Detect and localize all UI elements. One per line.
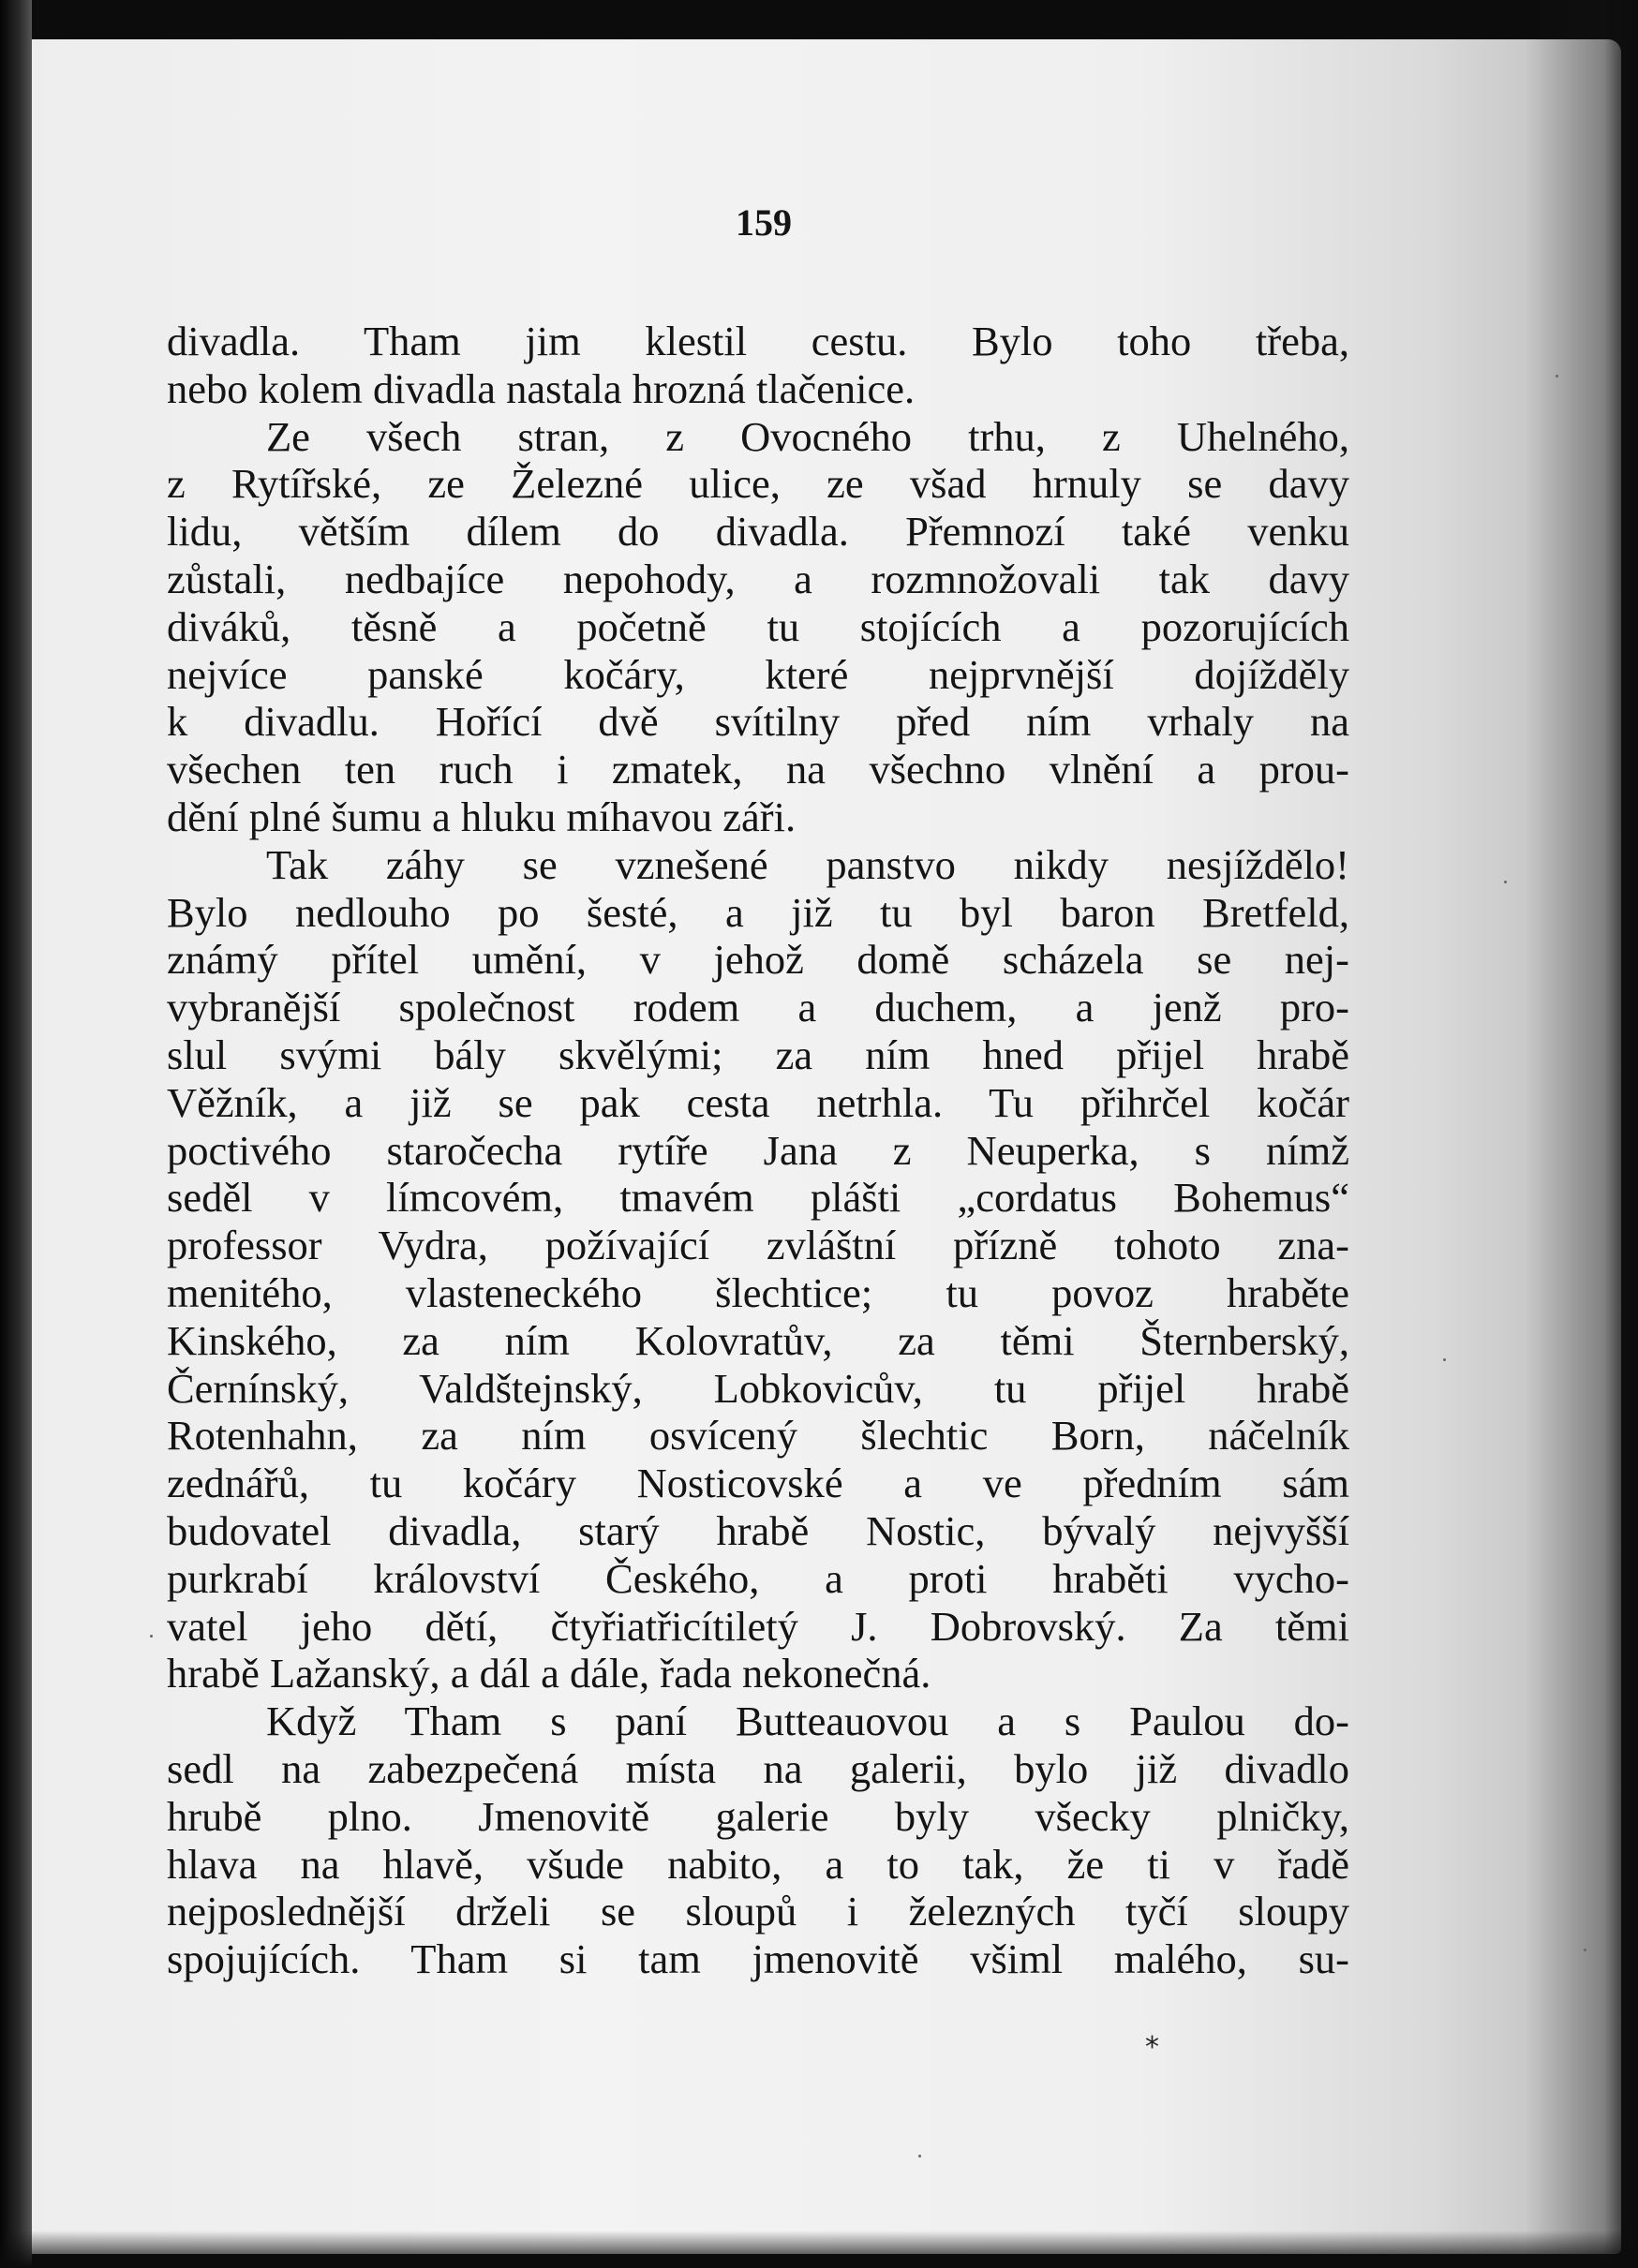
text-line: dění plné šumu a hluku míhavou záři. — [167, 793, 797, 840]
scan-speck — [918, 2155, 921, 2157]
text-line: diváků, těsně a početně tu stojících a pozorujících — [167, 602, 1349, 650]
scan-speck — [1443, 1358, 1446, 1361]
scan-speck — [1504, 881, 1507, 883]
text-line: hrubě plno. Jmenovitě galerie byly všecky plničky, — [167, 1792, 1349, 1840]
text-line: divadla. Tham jim klestil cestu. Bylo toho třeba, — [167, 318, 1349, 364]
text-line: nejvíce panské kočáry, které nejprvnější dojížděly — [167, 650, 1349, 698]
text-line: z Rytířské, ze Železné ulice, ze všad hrnuly se davy — [167, 460, 1349, 508]
text-line: purkrabí království Českého, a proti hraběti vycho- — [167, 1554, 1349, 1602]
text-line: Kinského, za ním Kolovratův, za těmi Šternberský, — [167, 1316, 1349, 1364]
scan-speck — [1584, 1949, 1586, 1951]
footer-asterisk: * — [1145, 2031, 1159, 2064]
text-line: Tak záhy se vznešené panstvo nikdy nesjíždělo! — [266, 840, 1349, 888]
text-line: vatel jeho dětí, čtyřiatřicítiletý J. Dobrovský. Za těmi — [167, 1602, 1349, 1650]
text-line: zednářů, tu kočáry Nosticovské a ve předním sám — [167, 1460, 1349, 1507]
text-line: všechen ten ruch i zmatek, na všechno vlnění a prou- — [167, 746, 1349, 793]
text-line: professor Vydra, požívající zvláštní přízně tohoto zna- — [167, 1222, 1349, 1269]
body-text — [167, 318, 1349, 1983]
text-line: spojujících. Tham si tam jmenovitě všiml malého, su- — [167, 1935, 1349, 1983]
page-number: 159 — [736, 201, 792, 244]
page-edge-shadow — [1526, 0, 1638, 2268]
text-line: seděl v límcovém, tmavém plášti „cordatus Bohemus“ — [167, 1174, 1349, 1222]
text-line: poctivého staročecha rytíře Jana z Neuperka, s nímž — [167, 1126, 1349, 1174]
text-line: zůstali, nedbajíce nepohody, a rozmnožovali tak davy — [167, 555, 1349, 602]
text-line: vybranější společnost rodem a duchem, a jenž pro- — [167, 984, 1349, 1031]
text-line: Černínský, Valdštejnský, Lobkovicův, tu přijel hrabě — [167, 1364, 1349, 1412]
text-line: k divadlu. Hořící dvě svítilny před ním vrhaly na — [167, 698, 1349, 746]
text-line: Věžník, a již se pak cesta netrhla. Tu přihrčel kočár — [167, 1078, 1349, 1126]
text-line: Rotenhahn, za ním osvícený šlechtic Born, náčelník — [167, 1412, 1349, 1460]
text-line: hlava na hlavě, všude nabito, a to tak, že ti v řadě — [167, 1840, 1349, 1888]
text-line: nebo kolem divadla nastala hrozná tlačenice. — [167, 364, 916, 412]
text-line: Když Tham s paní Butteauovou a s Paulou do- — [266, 1697, 1349, 1745]
scan-speck — [150, 1635, 153, 1638]
text-line: sedl na zabezpečená místa na galerii, bylo již divadlo — [167, 1744, 1349, 1792]
text-line: lidu, větším dílem do divadla. Přemnozí také venku — [167, 508, 1349, 556]
bottom-edge-shadow — [0, 2231, 1638, 2268]
text-line: hrabě Lažanský, a dál a dále, řada nekonečná. — [167, 1650, 931, 1697]
scan-speck — [1556, 375, 1558, 378]
text-line: slul svými bály skvělými; za ním hned přijel hrabě — [167, 1030, 1349, 1078]
text-line: nejposlednější drželi se sloupů i železných tyčí sloupy — [167, 1888, 1349, 1935]
text-line: menitého, vlasteneckého šlechtice; tu povoz hraběte — [167, 1268, 1349, 1316]
text-line: Bylo nedlouho po šesté, a již tu byl baron Bretfeld, — [167, 888, 1349, 936]
text-line: známý přítel umění, v jehož domě scházela se nej- — [167, 936, 1349, 984]
binding-shadow — [0, 0, 32, 2268]
text-line: Ze všech stran, z Ovocného trhu, z Uhelného, — [266, 412, 1349, 460]
text-line: budovatel divadla, starý hrabě Nostic, bývalý nejvyšší — [167, 1506, 1349, 1554]
